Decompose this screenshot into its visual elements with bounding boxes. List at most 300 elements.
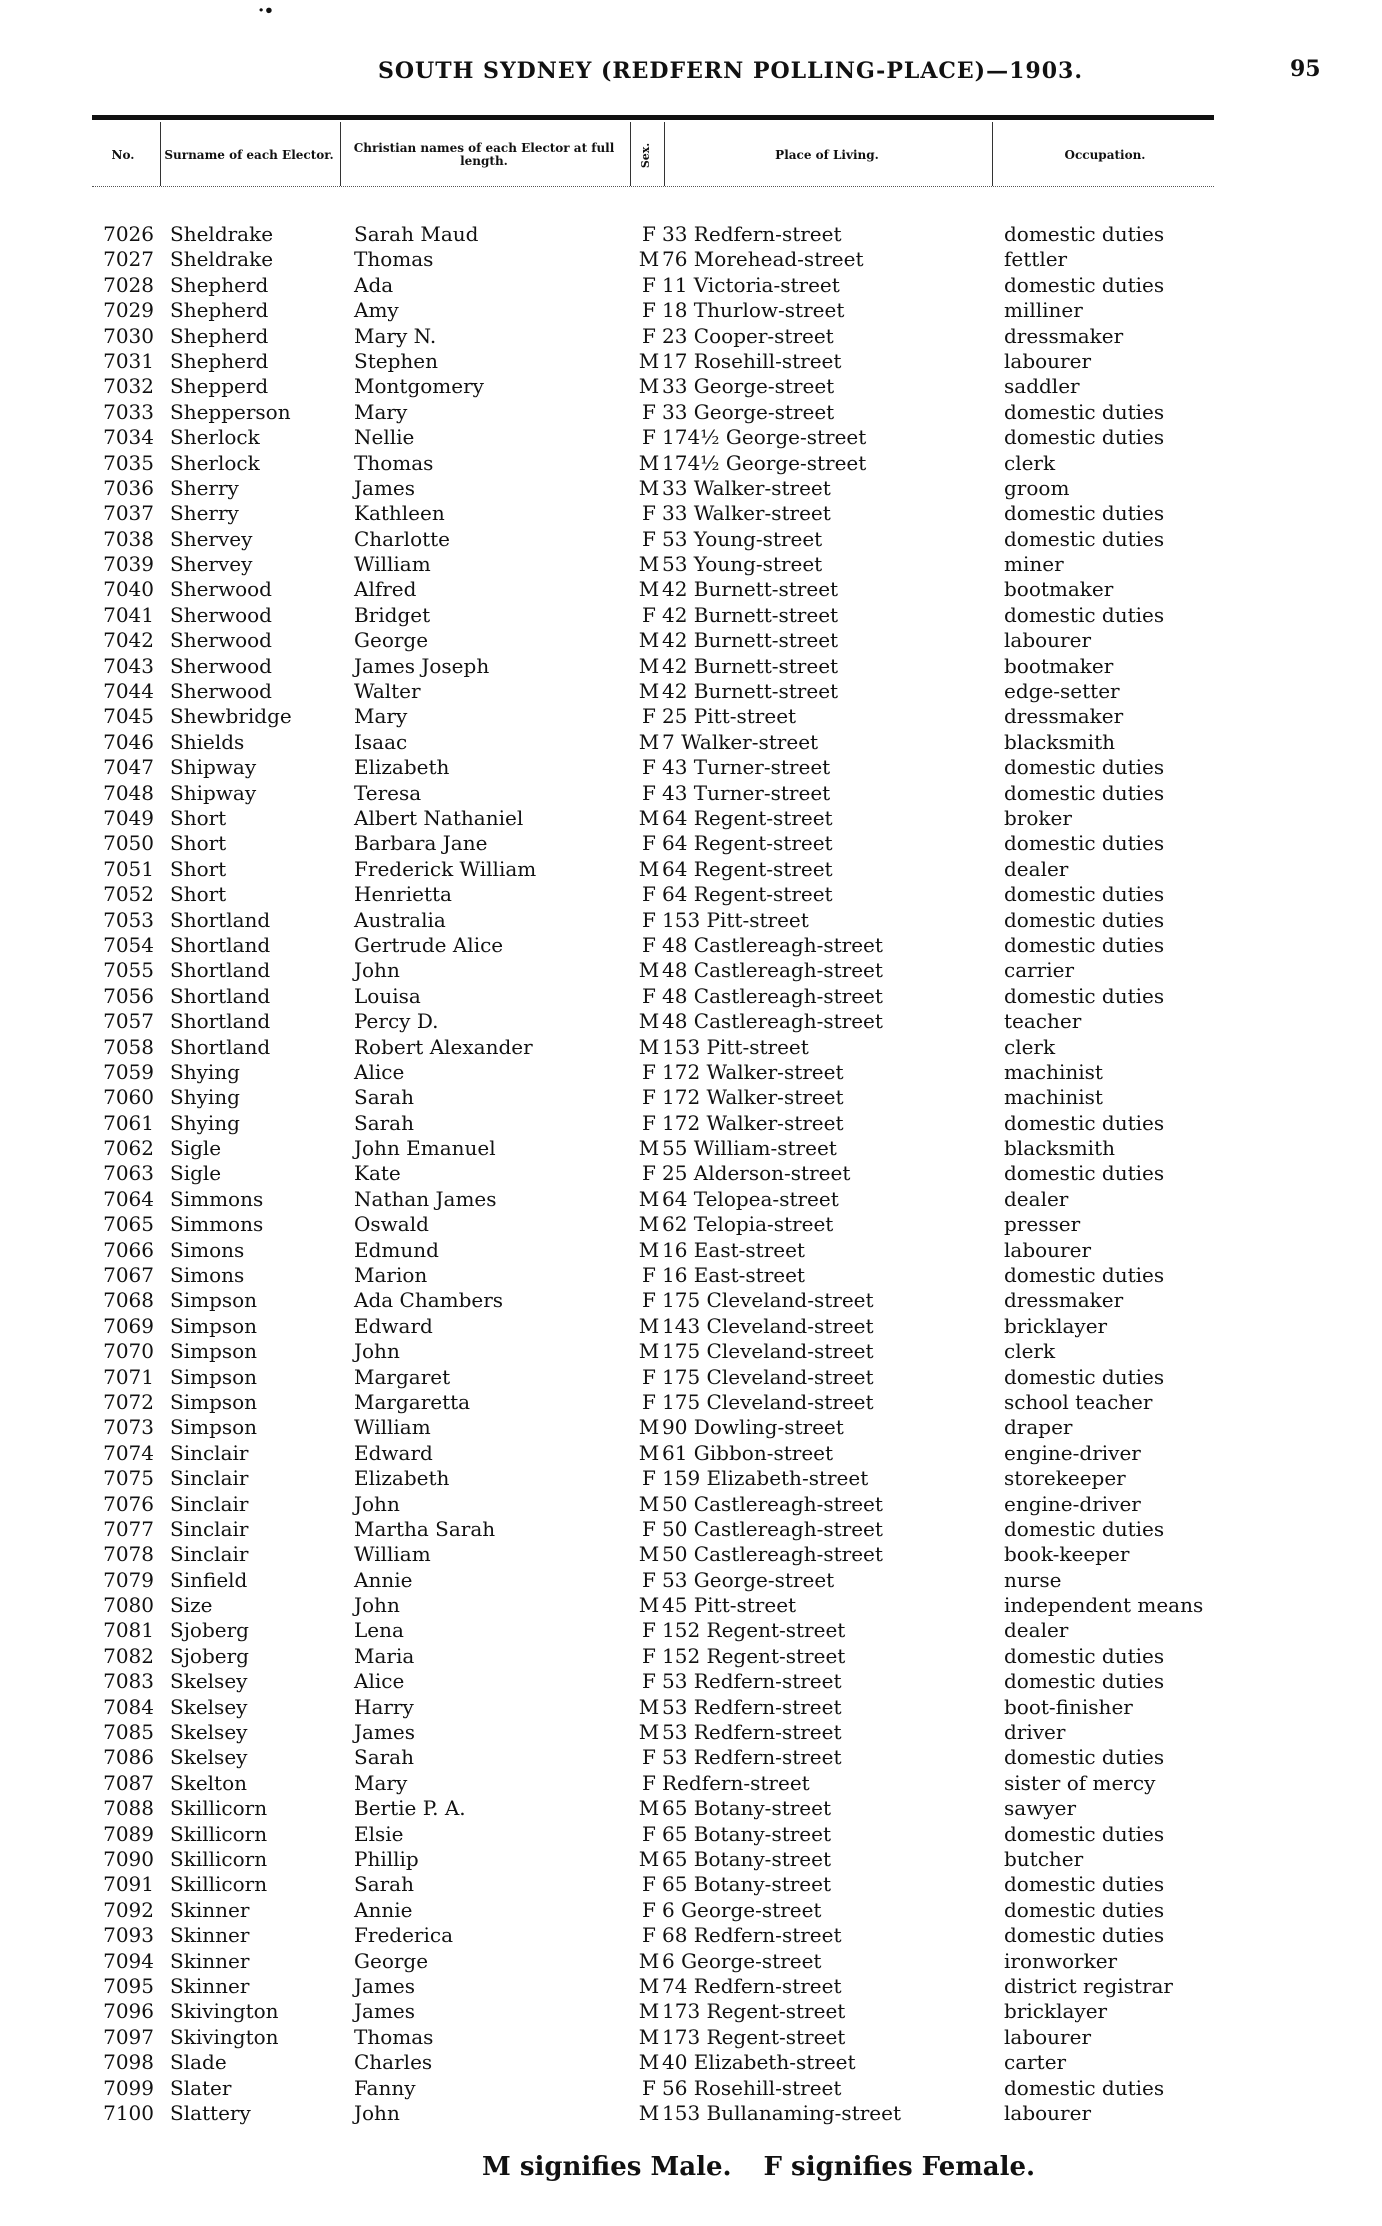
entry-number: 7038 [103, 526, 154, 551]
surname: Sinclair [170, 1466, 249, 1491]
place-of-living: 65 Botany-street [662, 1796, 832, 1821]
sex: F [642, 399, 656, 424]
page-number: 95 [1290, 56, 1321, 82]
entry-number: 7067 [103, 1263, 154, 1288]
col-header-sex-label: Sex. [639, 142, 653, 168]
surname: Skelsey [170, 1694, 248, 1719]
place-of-living: 6 George-street [662, 1897, 822, 1922]
surname: Shying [170, 1110, 240, 1135]
sex: F [642, 1745, 656, 1770]
table-row [92, 1796, 1232, 1821]
place-of-living: 62 Telopia-street [662, 1212, 834, 1237]
table-row [92, 1999, 1232, 2024]
entry-number: 7093 [103, 1923, 154, 1948]
surname: Short [170, 856, 227, 881]
occupation: storekeeper [1004, 1466, 1126, 1491]
surname: Shepperson [170, 399, 291, 424]
sex: M [638, 1313, 660, 1338]
christian-names: James [354, 475, 416, 500]
christian-names: Mary [354, 1770, 408, 1795]
surname: Shying [170, 1059, 240, 1084]
surname: Skelsey [170, 1720, 248, 1745]
table-row [92, 730, 1232, 755]
surname: Sinclair [170, 1542, 249, 1567]
surname: Short [170, 882, 227, 907]
occupation: milliner [1004, 298, 1083, 323]
table-row [92, 984, 1232, 1009]
christian-names: Kathleen [354, 501, 445, 526]
entry-number: 7066 [103, 1237, 154, 1262]
col-header-place: Place of Living. [775, 147, 879, 162]
sex: F [642, 272, 656, 297]
sex: M [638, 552, 660, 577]
table-row [92, 1898, 1232, 1923]
christian-names: Margaretta [354, 1389, 471, 1414]
christian-names: Amy [354, 298, 399, 323]
entry-number: 7045 [103, 704, 154, 729]
place-of-living: 175 Cleveland-street [662, 1339, 874, 1364]
occupation: domestic duties [1004, 932, 1165, 957]
place-of-living: 74 Redfern-street [662, 1973, 842, 1998]
sex: F [642, 704, 656, 729]
entry-number: 7036 [103, 475, 154, 500]
occupation: domestic duties [1004, 831, 1165, 856]
surname: Sherry [170, 475, 239, 500]
surname: Sjoberg [170, 1643, 249, 1668]
place-of-living: 25 Alderson-street [662, 1161, 851, 1186]
christian-names: Edward [354, 1313, 433, 1338]
christian-names: Sarah [354, 1872, 414, 1897]
entry-number: 7089 [103, 1821, 154, 1846]
surname: Sherwood [170, 602, 272, 627]
sex: M [638, 1491, 660, 1516]
surname: Skinner [170, 1973, 250, 1998]
sex: F [642, 1516, 656, 1541]
place-of-living: 159 Elizabeth-street [662, 1466, 869, 1491]
place-of-living: 56 Rosehill-street [662, 2075, 842, 2100]
place-of-living: 53 Redfern-street [662, 1669, 842, 1694]
entry-number: 7059 [103, 1059, 154, 1084]
surname: Simmons [170, 1212, 264, 1237]
table-row [92, 577, 1232, 602]
sex: M [638, 450, 660, 475]
table-row [92, 1390, 1232, 1415]
occupation: machinist [1004, 1085, 1103, 1110]
table-row [92, 628, 1232, 653]
occupation: ironworker [1004, 1948, 1118, 1973]
entry-number: 7090 [103, 1847, 154, 1871]
surname: Sjoberg [170, 1618, 249, 1643]
surname: Skillicorn [170, 1821, 268, 1846]
occupation: domestic duties [1004, 1364, 1165, 1389]
surname: Sherwood [170, 653, 272, 678]
table-row [92, 1288, 1232, 1313]
christian-names: Elizabeth [354, 755, 450, 780]
surname: Short [170, 831, 227, 856]
occupation: domestic duties [1004, 1161, 1165, 1186]
sex: F [642, 1263, 656, 1288]
christian-names: Elizabeth [354, 1466, 450, 1491]
christian-names: John [354, 1339, 400, 1364]
entry-number: 7042 [103, 628, 154, 653]
entry-number: 7069 [103, 1313, 154, 1338]
entry-number: 7058 [103, 1034, 154, 1059]
surname: Simpson [170, 1364, 258, 1389]
christian-names: Charlotte [354, 526, 451, 551]
table-row [92, 1720, 1232, 1745]
occupation: clerk [1004, 1339, 1056, 1364]
sex: F [642, 222, 656, 246]
entry-number: 7065 [103, 1212, 154, 1237]
table-row [92, 1009, 1232, 1034]
col-divider [664, 122, 665, 186]
entry-number: 7078 [103, 1542, 154, 1567]
sex: F [642, 1821, 656, 1846]
christian-names: Robert Alexander [354, 1034, 533, 1059]
table-row [92, 908, 1232, 933]
col-divider [992, 122, 993, 186]
sex: F [642, 298, 656, 323]
entry-number: 7043 [103, 653, 154, 678]
place-of-living: 76 Morehead-street [662, 247, 864, 272]
christian-names: John [354, 1593, 400, 1618]
table-row [92, 958, 1232, 983]
entry-number: 7068 [103, 1288, 154, 1313]
entry-number: 7052 [103, 882, 154, 907]
entry-number: 7070 [103, 1339, 154, 1364]
place-of-living: 152 Regent-street [662, 1643, 846, 1668]
entry-number: 7047 [103, 755, 154, 780]
sex: M [638, 374, 660, 399]
occupation: domestic duties [1004, 1821, 1165, 1846]
table-row [92, 501, 1232, 526]
occupation: boot-finisher [1004, 1694, 1133, 1719]
christian-names: Mary [354, 399, 408, 424]
place-of-living: 16 East-street [662, 1263, 805, 1288]
place-of-living: 7 Walker-street [662, 729, 819, 754]
occupation: domestic duties [1004, 1745, 1165, 1770]
christian-names: John [354, 2100, 400, 2125]
entry-number: 7081 [103, 1618, 154, 1643]
place-of-living: 64 Regent-street [662, 856, 833, 881]
surname: Shervey [170, 552, 253, 577]
surname: Shepherd [170, 348, 269, 373]
occupation: sister of mercy [1004, 1770, 1156, 1795]
table-row [92, 298, 1232, 323]
entry-number: 7075 [103, 1466, 154, 1491]
occupation: domestic duties [1004, 425, 1165, 450]
surname: Sherlock [170, 450, 260, 475]
sex: M [638, 1237, 660, 1262]
christian-names: John Emanuel [354, 1136, 496, 1161]
entry-number: 7096 [103, 1999, 154, 2024]
christian-names: Harry [354, 1694, 414, 1719]
christian-names: Alice [354, 1059, 405, 1084]
sex: F [642, 755, 656, 780]
entry-number: 7031 [103, 348, 154, 373]
table-row [92, 704, 1232, 729]
occupation: domestic duties [1004, 1923, 1165, 1948]
surname: Sherwood [170, 577, 272, 602]
surname: Skillicorn [170, 1872, 268, 1897]
occupation: domestic duties [1004, 1669, 1165, 1694]
surname: Simpson [170, 1415, 258, 1440]
occupation: engine-driver [1004, 1440, 1141, 1465]
place-of-living: 65 Botany-street [662, 1821, 832, 1846]
sex: F [642, 1288, 656, 1313]
table-row [92, 374, 1232, 399]
table-row [92, 1847, 1232, 1872]
occupation: dressmaker [1004, 323, 1124, 348]
entry-number: 7079 [103, 1567, 154, 1592]
occupation: dealer [1004, 856, 1069, 881]
place-of-living: 53 Redfern-street [662, 1745, 842, 1770]
place-of-living: 45 Pitt-street [662, 1593, 797, 1618]
christian-names: Alfred [354, 577, 417, 602]
col-header-occupation: Occupation. [1064, 147, 1146, 162]
place-of-living: Redfern-street [662, 1770, 810, 1795]
place-of-living: 42 Burnett-street [662, 602, 839, 627]
table-row [92, 451, 1232, 476]
surname: Simons [170, 1237, 245, 1262]
entry-number: 7074 [103, 1440, 154, 1465]
entry-number: 7060 [103, 1085, 154, 1110]
christian-names: Gertrude Alice [354, 932, 504, 957]
place-of-living: 42 Burnett-street [662, 679, 839, 704]
sex: M [638, 653, 660, 678]
place-of-living: 18 Thurlow-street [662, 298, 845, 323]
table-row [92, 2076, 1232, 2101]
christian-names: Ada [354, 272, 394, 297]
christian-names: Marion [354, 1263, 428, 1288]
christian-names: Edmund [354, 1237, 439, 1262]
place-of-living: 33 George-street [662, 374, 835, 399]
occupation: carrier [1004, 958, 1075, 983]
occupation: bootmaker [1004, 577, 1114, 602]
sex: M [638, 729, 660, 754]
place-of-living: 152 Regent-street [662, 1618, 846, 1643]
place-of-living: 68 Redfern-street [662, 1923, 842, 1948]
occupation: school teacher [1004, 1389, 1153, 1414]
surname: Skivington [170, 1999, 279, 2024]
place-of-living: 42 Burnett-street [662, 628, 839, 653]
place-of-living: 174½ George-street [662, 425, 867, 450]
surname: Sherry [170, 501, 239, 526]
place-of-living: 53 Redfern-street [662, 1720, 842, 1745]
place-of-living: 53 Young-street [662, 552, 823, 577]
christian-names: Frederica [354, 1923, 453, 1948]
sex: M [638, 1009, 660, 1034]
occupation: district registrar [1004, 1973, 1173, 1998]
table-row [92, 781, 1232, 806]
top-printer-mark: ·∙ [258, 0, 274, 21]
occupation: carter [1004, 2050, 1067, 2075]
surname: Skivington [170, 2024, 279, 2049]
entry-number: 7056 [103, 983, 154, 1008]
christian-names: Nellie [354, 425, 415, 450]
place-of-living: 42 Burnett-street [662, 653, 839, 678]
surname: Sigle [170, 1161, 222, 1186]
place-of-living: 48 Castlereagh-street [662, 1009, 883, 1034]
place-of-living: 43 Turner-street [662, 755, 831, 780]
occupation: labourer [1004, 628, 1092, 653]
sex: M [638, 1339, 660, 1364]
christian-names: Lena [354, 1618, 404, 1643]
sex: F [642, 1872, 656, 1897]
place-of-living: 53 George-street [662, 1567, 835, 1592]
table-row [92, 679, 1232, 704]
sex: F [642, 780, 656, 805]
occupation: domestic duties [1004, 1516, 1165, 1541]
place-of-living: 23 Cooper-street [662, 323, 834, 348]
christian-names: Mary N. [354, 323, 437, 348]
christian-names: Kate [354, 1161, 401, 1186]
occupation: draper [1004, 1415, 1073, 1440]
christian-names: Edward [354, 1440, 433, 1465]
table-row [92, 400, 1232, 425]
table-row [92, 831, 1232, 856]
christian-names: Montgomery [354, 374, 484, 399]
surname: Shortland [170, 932, 271, 957]
entry-number: 7072 [103, 1389, 154, 1414]
sex: M [638, 679, 660, 704]
occupation: domestic duties [1004, 2075, 1165, 2100]
entry-number: 7085 [103, 1720, 154, 1745]
place-of-living: 90 Dowling-street [662, 1415, 844, 1440]
christian-names: Stephen [354, 348, 438, 373]
surname: Skinner [170, 1948, 250, 1973]
sex: F [642, 1923, 656, 1948]
table-row [92, 1517, 1232, 1542]
occupation: domestic duties [1004, 755, 1165, 780]
table-row [92, 933, 1232, 958]
surname: Shepherd [170, 298, 269, 323]
sex: M [638, 1948, 660, 1973]
table-row [92, 1822, 1232, 1847]
christian-names: Sarah [354, 1110, 414, 1135]
occupation: labourer [1004, 1237, 1092, 1262]
christian-names: Margaret [354, 1364, 451, 1389]
place-of-living: 153 Pitt-street [662, 1034, 809, 1059]
christian-names: James [354, 1999, 416, 2024]
occupation: edge-setter [1004, 679, 1120, 704]
place-of-living: 48 Castlereagh-street [662, 958, 883, 983]
place-of-living: 50 Castlereagh-street [662, 1542, 883, 1567]
entry-number: 7057 [103, 1009, 154, 1034]
table-row [92, 1085, 1232, 1110]
col-header-sex [632, 128, 660, 182]
occupation: domestic duties [1004, 882, 1165, 907]
table-row [92, 324, 1232, 349]
occupation: dressmaker [1004, 704, 1124, 729]
sex: M [638, 1973, 660, 1998]
place-of-living: 173 Regent-street [662, 1999, 846, 2024]
sex: M [638, 2050, 660, 2075]
table-row [92, 1644, 1232, 1669]
occupation: domestic duties [1004, 1643, 1165, 1668]
occupation: nurse [1004, 1567, 1062, 1592]
entry-number: 7098 [103, 2050, 154, 2075]
entry-number: 7071 [103, 1364, 154, 1389]
table-row [92, 1035, 1232, 1060]
occupation: clerk [1004, 450, 1056, 475]
sex: M [638, 1847, 660, 1871]
sex: F [642, 1770, 656, 1795]
sex: F [642, 602, 656, 627]
place-of-living: 48 Castlereagh-street [662, 983, 883, 1008]
sex: F [642, 1618, 656, 1643]
sex: F [642, 425, 656, 450]
table-row [92, 349, 1232, 374]
sex: M [638, 475, 660, 500]
entry-number: 7092 [103, 1897, 154, 1922]
occupation: independent means [1004, 1593, 1204, 1618]
entry-number: 7046 [103, 729, 154, 754]
occupation: labourer [1004, 2024, 1092, 2049]
sex: M [638, 856, 660, 881]
occupation: labourer [1004, 348, 1092, 373]
occupation: broker [1004, 805, 1072, 830]
entry-number: 7039 [103, 552, 154, 577]
surname: Simpson [170, 1288, 258, 1313]
christian-names: John [354, 958, 400, 983]
occupation: domestic duties [1004, 983, 1165, 1008]
sex: M [638, 1796, 660, 1821]
occupation: labourer [1004, 2100, 1092, 2125]
entry-number: 7040 [103, 577, 154, 602]
place-of-living: 53 Redfern-street [662, 1694, 842, 1719]
place-of-living: 33 George-street [662, 399, 835, 424]
christian-names: Frederick William [354, 856, 537, 881]
surname: Slade [170, 2050, 227, 2075]
sex: M [638, 1999, 660, 2024]
sex: M [638, 1136, 660, 1161]
place-of-living: 143 Cleveland-street [662, 1313, 874, 1338]
male-note: M signifies Male. [482, 2152, 732, 2182]
place-of-living: 64 Telopea-street [662, 1186, 839, 1211]
surname: Shervey [170, 526, 253, 551]
christian-names: Teresa [354, 780, 422, 805]
surname: Shepherd [170, 272, 269, 297]
col-divider [630, 122, 631, 186]
entry-number: 7049 [103, 805, 154, 830]
sex: F [642, 831, 656, 856]
entry-number: 7095 [103, 1973, 154, 1998]
occupation: presser [1004, 1212, 1081, 1237]
place-of-living: 6 George-street [662, 1948, 822, 1973]
christian-names: Annie [354, 1897, 413, 1922]
place-of-living: 173 Regent-street [662, 2024, 846, 2049]
christian-names: James Joseph [354, 653, 490, 678]
surname: Skillicorn [170, 1796, 268, 1821]
table-row [92, 2050, 1232, 2075]
occupation: domestic duties [1004, 907, 1165, 932]
christian-names: Phillip [354, 1847, 419, 1871]
page-title: SOUTH SYDNEY (REDFERN POLLING-PLACE)—1903. [378, 58, 1083, 84]
surname: Skelsey [170, 1669, 248, 1694]
table-row [92, 1187, 1232, 1212]
entry-number: 7041 [103, 602, 154, 627]
surname: Shortland [170, 958, 271, 983]
table-row [92, 603, 1232, 628]
christian-names: Barbara Jane [354, 831, 488, 856]
header-rule [92, 115, 1214, 120]
entry-number: 7063 [103, 1161, 154, 1186]
surname: Sinclair [170, 1516, 249, 1541]
place-of-living: 64 Regent-street [662, 882, 833, 907]
table-row [92, 1161, 1232, 1186]
christian-names: James [354, 1720, 416, 1745]
